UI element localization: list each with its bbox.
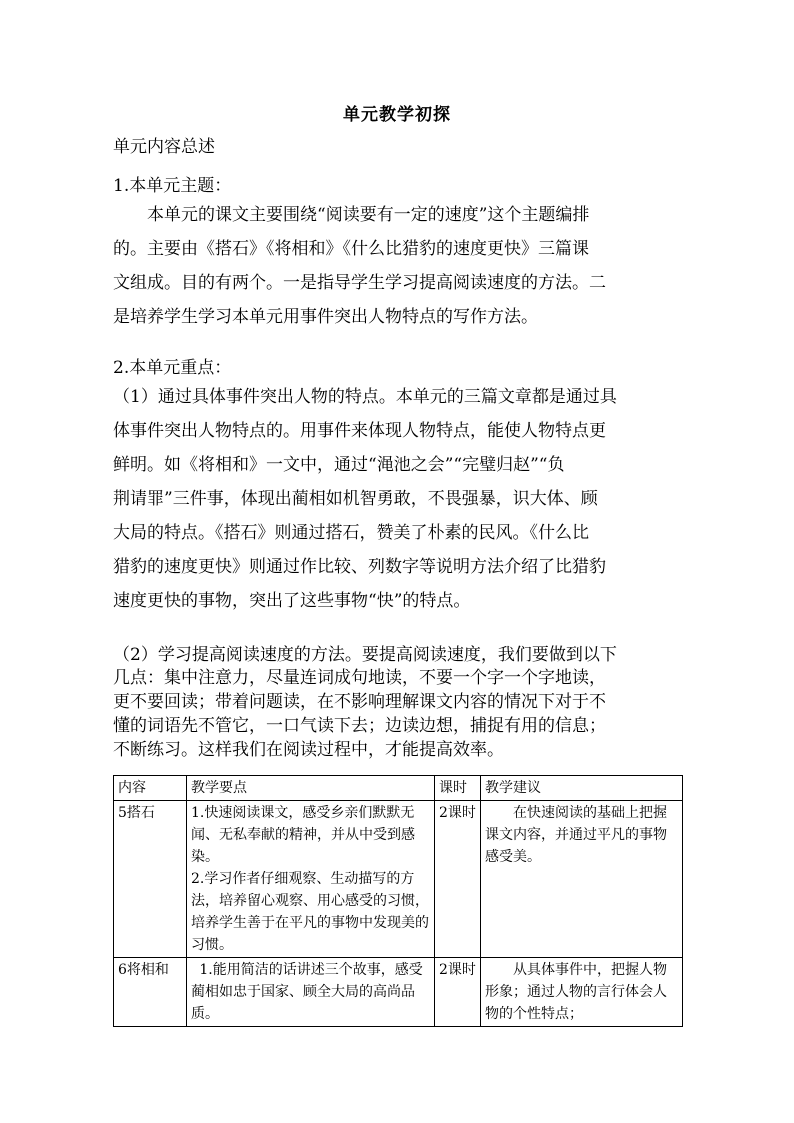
table-header-cell: 内容 xyxy=(114,776,187,801)
points-cell xyxy=(187,801,435,958)
theme-paragraph xyxy=(113,198,683,334)
table-header-cell: 教学建议 xyxy=(481,776,683,801)
hours-cell: 2课时 xyxy=(435,958,481,1027)
key-heading: 2.本单元重点： xyxy=(113,358,232,378)
table-row xyxy=(114,801,683,958)
teaching-point: 2.学习作者仔细观察、生动描写的方法，培养留心观察、用心感受的习惯，培养学生善于在平凡的事物中发现美的习惯。 xyxy=(191,871,429,953)
advice-cell: 从具体事件中，把握人物形象；通过人物的言行体会人物的个性特点； xyxy=(481,958,683,1027)
paragraph-line: 速度更快的事物，突出了这些事物“快”的特点。 xyxy=(113,591,471,611)
paragraph-line: 猎豹的速度更快》则通过作比较、列数字等说明方法介绍了比猎豹 xyxy=(113,557,606,577)
paragraph-line: 更不要回读；带着问题读，在不影响理解课文内容的情况下对于不 xyxy=(113,692,606,712)
hours-cell: 2课时 xyxy=(435,801,481,958)
table-header-cell: 课时 xyxy=(435,776,481,801)
page-title: 单元教学初探 xyxy=(343,105,451,125)
paragraph-line: 体事件突出人物特点的。用事件来体现人物特点，能使人物特点更 xyxy=(113,421,606,441)
paragraph-line: 鲜明。如《将相和》一文中，通过“渑池之会”“完璧归赵”“负 xyxy=(113,455,565,475)
paragraph-line: （2）学习提高阅读速度的方法。要提高阅读速度，我们要做到以下 xyxy=(113,645,617,665)
content-cell: 5搭石 xyxy=(114,801,187,958)
teaching-point: 1.快速阅读课文，感受乡亲们默默无闻、无私奉献的精神，并从中受到感染。 xyxy=(191,805,415,865)
paragraph-line: 本单元的课文主要围绕“阅读要有一定的速度”这个主题编排 xyxy=(113,205,590,225)
paragraph-line: 懂的词语先不管它，一口气读下去；边读边想，捕捉有用的信息； xyxy=(113,716,606,736)
points-cell: 1.能用简洁的话讲述三个故事，感受蔺相如忠于国家、顾全大局的高尚品质。 xyxy=(187,958,435,1027)
paragraph-line: 不断练习。这样我们在阅读过程中，才能提高效率。 xyxy=(113,740,504,760)
key-point-2-continued xyxy=(113,666,683,762)
overview-heading: 单元内容总述 xyxy=(113,137,215,157)
paragraph-line: 的。主要由《搭石》《将相和》《什么比猎豹的速度更快》三篇课 xyxy=(113,239,589,259)
theme-heading: 1.本单元主题： xyxy=(113,176,232,196)
content-cell: 6将相和 xyxy=(114,958,187,1027)
table-header-row xyxy=(114,776,683,801)
teaching-plan-table xyxy=(113,775,683,1027)
paragraph-line: 荆请罪”三件事，体现出蔺相如机智勇敢，不畏强暴，识大体、顾 xyxy=(113,489,598,509)
table-header-cell: 教学要点 xyxy=(187,776,435,801)
table-row xyxy=(114,958,683,1027)
paragraph-line: 大局的特点。《搭石》则通过搭石，赞美了朴素的民风。《什么比 xyxy=(113,523,589,543)
paragraph-line: 几点：集中注意力，尽量连词成句地读，不要一个字一个字地读， xyxy=(113,668,606,688)
paragraph-line: （1）通过具体事件突出人物的特点。本单元的三篇文章都是通过具 xyxy=(113,387,617,407)
paragraph-line: 文组成。目的有两个。一是指导学生学习提高阅读速度的方法。二 xyxy=(113,273,606,293)
advice-cell: 在快速阅读的基础上把握课文内容，并通过平凡的事物感受美。 xyxy=(481,801,683,958)
key-point-1 xyxy=(113,380,683,618)
paragraph-line: 是培养学生学习本单元用事件突出人物特点的写作方法。 xyxy=(113,307,538,327)
